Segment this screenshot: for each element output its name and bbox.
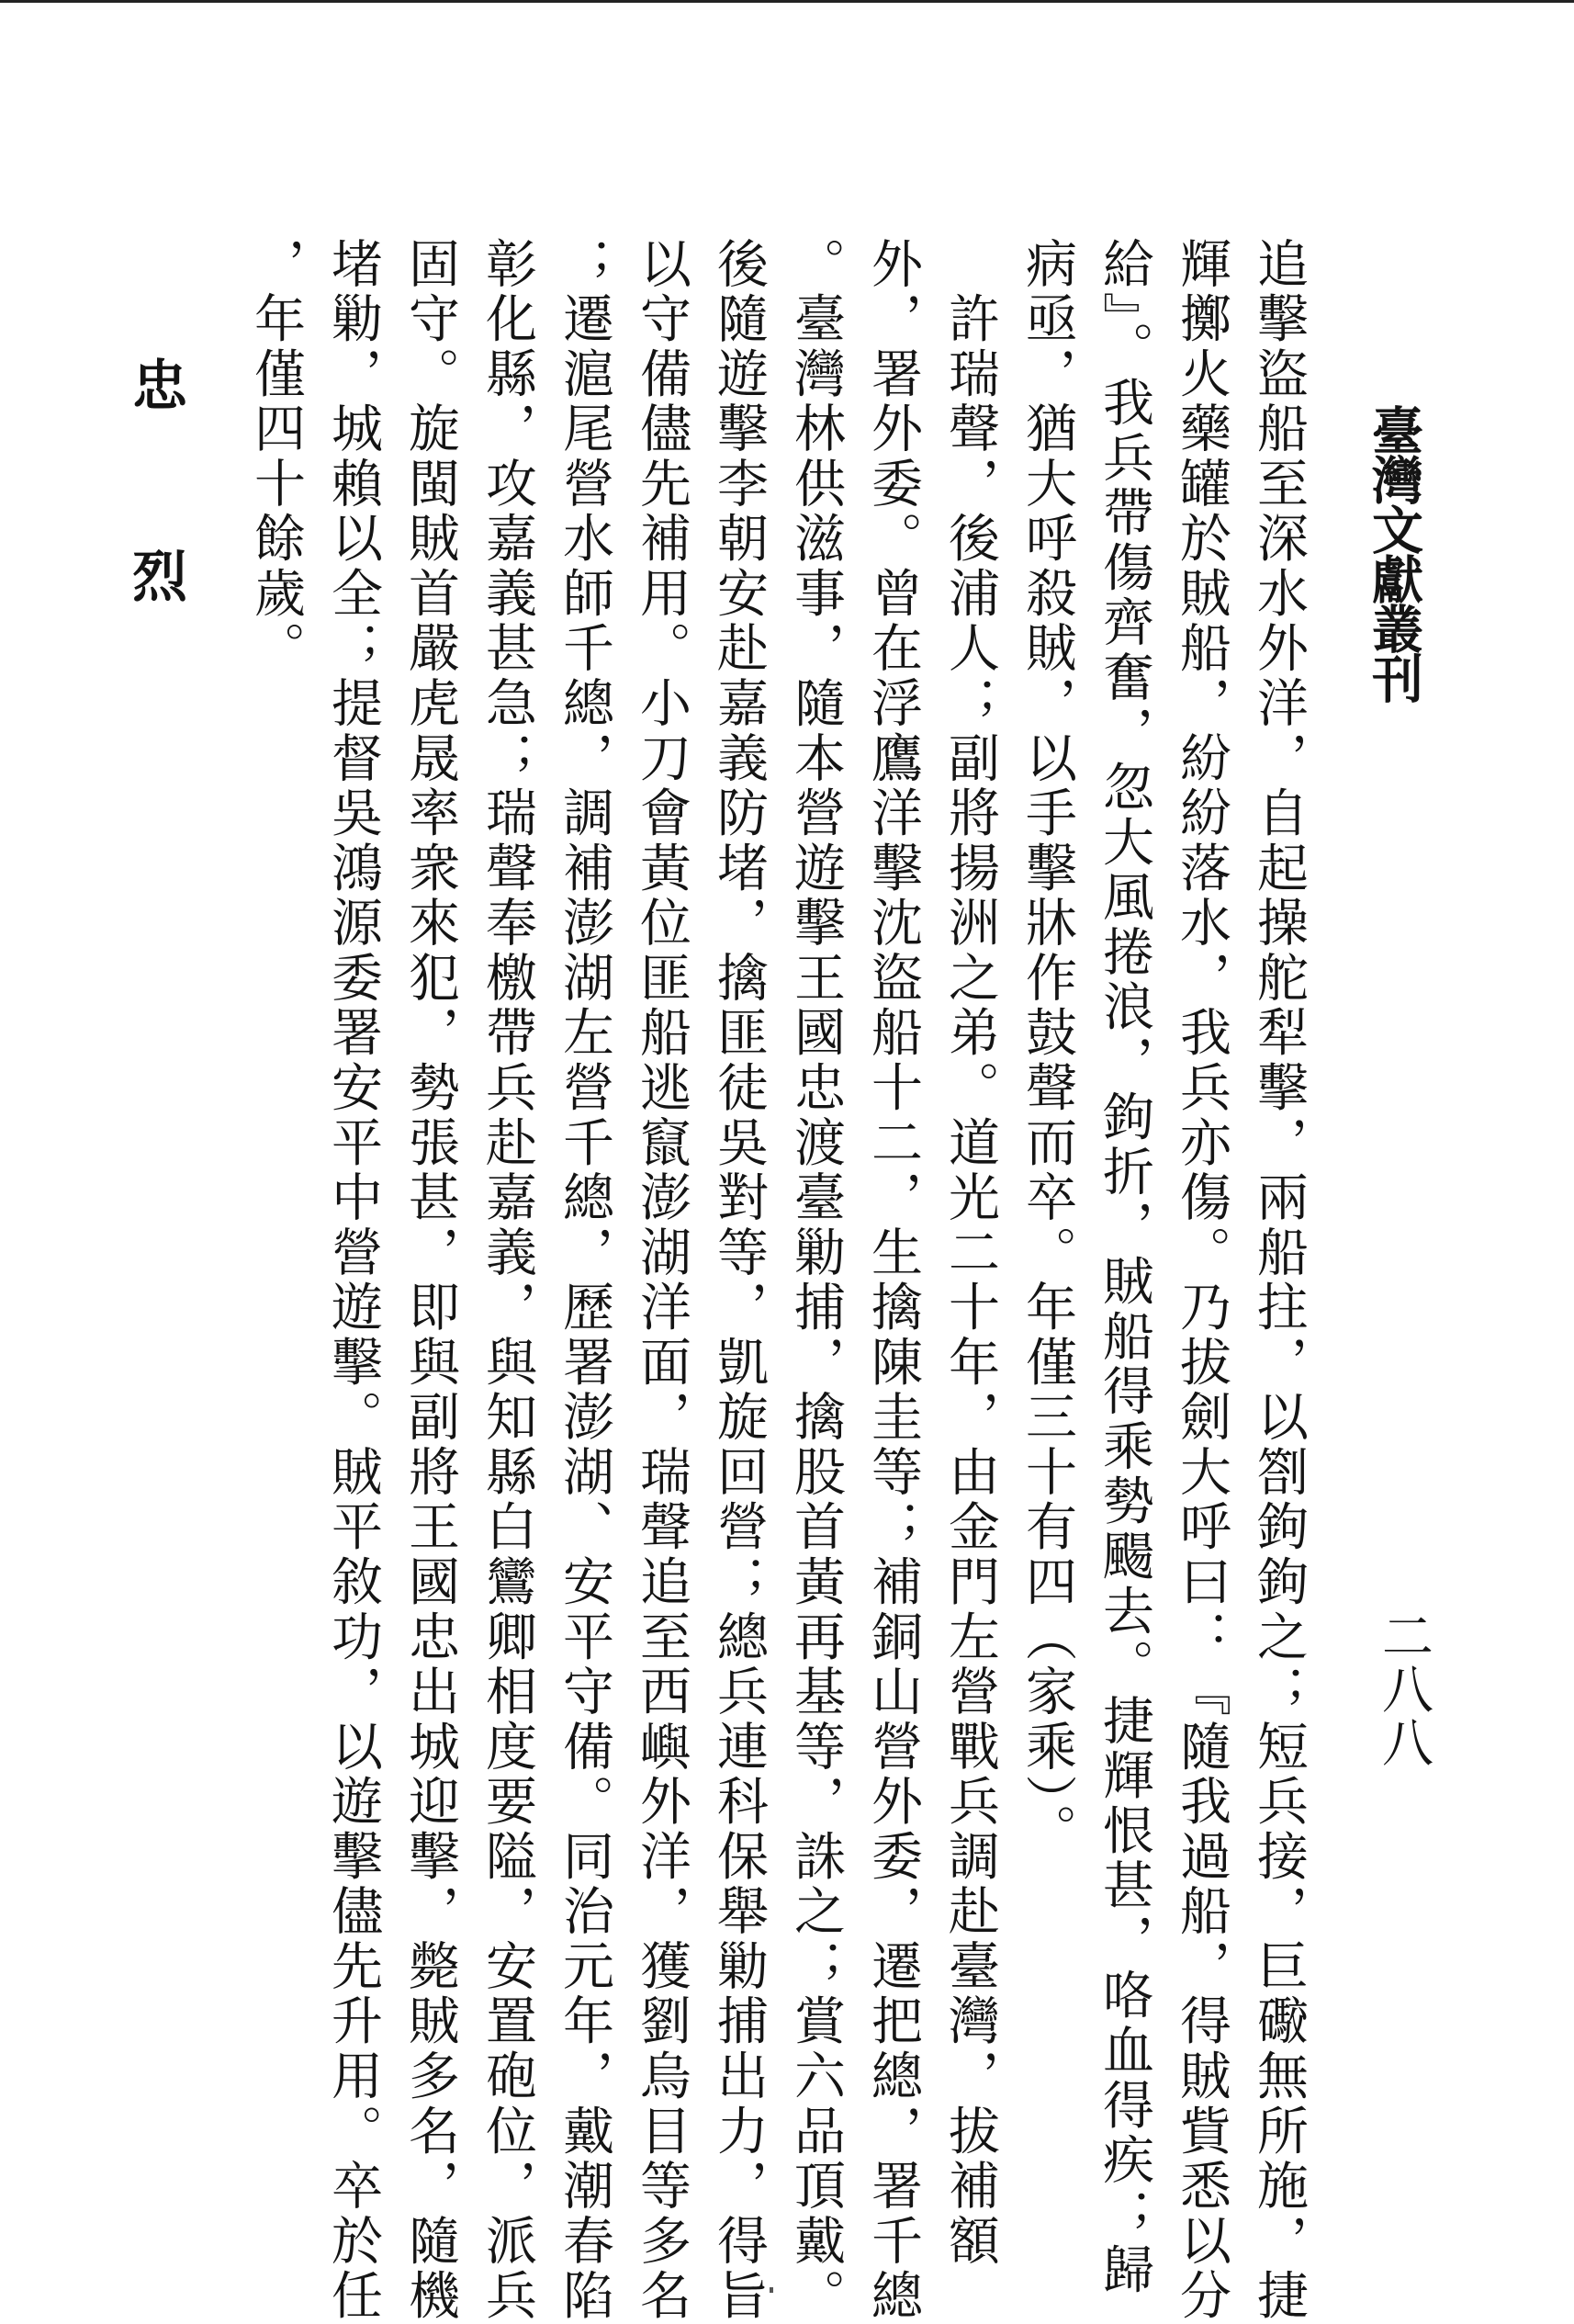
text-column-5: 許瑞聲，後浦人；副將揚洲之弟。道光二十年，由金門左營戰兵調赴臺灣，拔補額 <box>940 237 1000 2269</box>
text-column-6: 外，署外委。曾在浮鷹洋擊沈盜船十二，生擒陳圭等；補銅山營外委，遷把總，署千總 <box>863 237 923 2324</box>
text-column-2: 輝擲火藥罐於賊船，紛紛落水，我兵亦傷。乃拔劍大呼曰：『隨我過船，得賊貲悉以分 <box>1172 237 1231 2324</box>
text-column-14: ，年僅四十餘歲。 <box>246 237 306 677</box>
text-column-12: 固守。旋閩賊首嚴虎晟率衆來犯，勢張甚，即與副將王國忠出城迎擊，斃賊多名，隨機 <box>400 237 460 2324</box>
text-column-4: 病亟，猶大呼殺賊，以手擊牀作鼓聲而卒。年僅三十有四（家乘）。 <box>1017 237 1077 1859</box>
text-column-8: 後隨遊擊李朝安赴嘉義防堵，擒匪徒吳對等，凱旋回營；總兵連科保舉勦捕出力，得旨 <box>709 237 769 2324</box>
text-column-10: ；遷滬尾營水師千總，調補澎湖左營千總，歷署澎湖、安平守備。同治元年，戴潮春陷 <box>555 237 614 2324</box>
text-column-13: 堵勦，城賴以全；提督吳鴻源委署安平中營遊擊。賊平敘功，以遊擊儘先升用。卒於任 <box>323 237 383 2324</box>
footer-mark <box>770 2287 773 2293</box>
section-label: 忠 烈 <box>123 356 187 643</box>
text-column-3: 給』。我兵帶傷齊奮，忽大風捲浪，鉤折，賊船得乘勢颺去。捷輝恨甚，咯血得疾；歸 <box>1095 237 1154 2298</box>
running-header-title: 臺灣文獻叢刊 <box>1364 404 1424 702</box>
text-column-7: 。臺灣林供滋事，隨本營遊擊王國忠渡臺勦捕，擒股首黃再基等，誅之；賞六品頂戴。 <box>786 237 846 2324</box>
top-border-rule <box>0 0 1574 3</box>
page-number: 二八八 <box>1374 1609 1433 1769</box>
text-column-11: 彰化縣，攻嘉義甚急；瑞聲奉檄帶兵赴嘉義，與知縣白鸞卿相度要隘，安置砲位，派兵 <box>478 237 537 2324</box>
text-column-1: 追擊盜船至深水外洋，自起操舵犁擊，兩船拄，以劄鉤鉤之；短兵接，巨礮無所施，捷 <box>1249 237 1309 2324</box>
text-column-9: 以守備儘先補用。小刀會黃位匪船逃竄澎湖洋面，瑞聲追至西嶼外洋，獲劉烏目等多名 <box>632 237 691 2324</box>
